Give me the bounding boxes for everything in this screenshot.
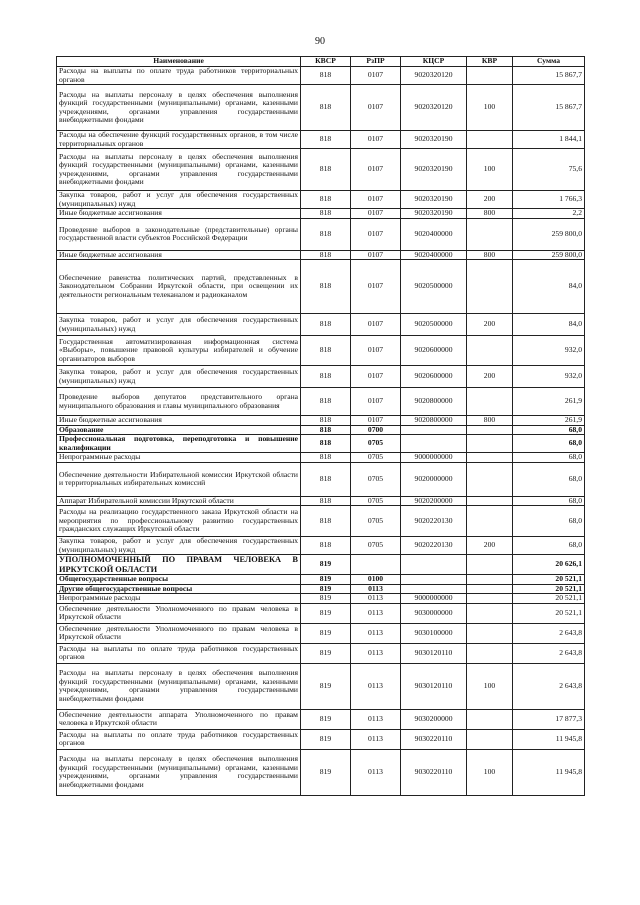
cell-kcsr: 9030220110 [401, 749, 467, 795]
cell-rzpr: 0113 [351, 584, 401, 594]
cell-kvsr: 818 [301, 67, 351, 85]
table-row [57, 209, 585, 219]
table-row [57, 260, 585, 314]
cell-rzpr: 0107 [351, 416, 401, 426]
cell-sum: 68,0 [513, 453, 585, 463]
cell-kcsr: 9030120110 [401, 643, 467, 663]
cell-kcsr: 9030120110 [401, 663, 467, 709]
cell-kvr: 100 [467, 85, 513, 131]
cell-kvsr: 818 [301, 250, 351, 260]
table-row [57, 336, 585, 366]
cell-sum: 68,0 [513, 435, 585, 453]
table-row [57, 506, 585, 537]
cell-name: Расходы на выплаты персоналу в целях обеспечения выполнения функций государственными (муниципальными) органами, казенными учреждениями, органами управления государственными внебюджетными фондами [57, 663, 301, 709]
cell-kvr [467, 388, 513, 416]
table-row [57, 314, 585, 336]
cell-kcsr: 9020320190 [401, 191, 467, 209]
cell-name: Проведение выборов депутатов представительного органа муниципального образования и главы муниципального образования [57, 388, 301, 416]
cell-rzpr: 0107 [351, 366, 401, 388]
cell-kvsr: 819 [301, 623, 351, 643]
cell-sum: 20 521,1 [513, 603, 585, 623]
table-row [57, 366, 585, 388]
cell-kcsr: 9020500000 [401, 314, 467, 336]
cell-rzpr: 0705 [351, 462, 401, 496]
cell-sum: 15 867,7 [513, 85, 585, 131]
table-row [57, 663, 585, 709]
cell-kvr [467, 709, 513, 729]
cell-sum: 259 800,0 [513, 250, 585, 260]
cell-name: Государственная автоматизированная информационная система «Выборы», повышение правовой культуры избирателей и обучение организаторов выборов [57, 336, 301, 366]
cell-sum: 84,0 [513, 314, 585, 336]
cell-sum: 2,2 [513, 209, 585, 219]
cell-sum: 68,0 [513, 506, 585, 537]
cell-name: Расходы на выплаты по оплате труда работников государственных органов [57, 643, 301, 663]
table-row [57, 603, 585, 623]
cell-sum: 20 521,1 [513, 594, 585, 604]
budget-table [56, 56, 585, 796]
cell-sum: 1 766,3 [513, 191, 585, 209]
cell-name: Иные бюджетные ассигнования [57, 209, 301, 219]
cell-name: Закупка товаров, работ и услуг для обеспечения государственных (муниципальных) нужд [57, 366, 301, 388]
cell-rzpr: 0107 [351, 250, 401, 260]
cell-kcsr: 9030200000 [401, 709, 467, 729]
cell-name: Расходы на обеспечение функций государственных органов, в том числе территориальных органов [57, 131, 301, 149]
cell-rzpr: 0107 [351, 336, 401, 366]
cell-kvsr: 818 [301, 496, 351, 506]
table-header-row [57, 57, 585, 67]
cell-kvsr: 818 [301, 537, 351, 555]
cell-name: Закупка товаров, работ и услуг для обеспечения государственных (муниципальных) нужд [57, 537, 301, 555]
table-row [57, 496, 585, 506]
table-row [57, 67, 585, 85]
cell-name: УПОЛНОМОЧЕННЫЙ ПО ПРАВАМ ЧЕЛОВЕКА В ИРКУТСКОЙ ОБЛАСТИ [57, 555, 301, 575]
col-header-name: Наименование [57, 57, 301, 67]
cell-kvsr: 819 [301, 663, 351, 709]
cell-name: Обеспечение деятельности Уполномоченного по правам человека в Иркутской области [57, 603, 301, 623]
cell-sum: 68,0 [513, 537, 585, 555]
cell-kvr: 800 [467, 209, 513, 219]
cell-kcsr [401, 435, 467, 453]
cell-kcsr: 9020400000 [401, 218, 467, 250]
cell-name: Профессиональная подготовка, переподготовка и повышение квалификации [57, 435, 301, 453]
cell-name: Аппарат Избирательной комиссии Иркутской области [57, 496, 301, 506]
cell-name: Закупка товаров, работ и услуг для обеспечения государственных (муниципальных) нужд [57, 314, 301, 336]
cell-kvr [467, 336, 513, 366]
cell-sum: 17 877,3 [513, 709, 585, 729]
cell-name: Расходы на реализацию государственного заказа Иркутской области на мероприятия по профессиональному развитию государственных гражданских служащих Иркутской области [57, 506, 301, 537]
cell-kvsr: 819 [301, 584, 351, 594]
cell-rzpr: 0113 [351, 643, 401, 663]
cell-name: Обеспечение деятельности аппарата Уполномоченного по правам человека в Иркутской области [57, 709, 301, 729]
table-row [57, 453, 585, 463]
table-row [57, 131, 585, 149]
cell-kvsr: 819 [301, 729, 351, 749]
cell-rzpr: 0705 [351, 453, 401, 463]
cell-kcsr: 9020800000 [401, 388, 467, 416]
cell-kcsr [401, 555, 467, 575]
table-row [57, 623, 585, 643]
cell-kcsr: 9030100000 [401, 623, 467, 643]
cell-kvsr: 818 [301, 366, 351, 388]
cell-sum: 68,0 [513, 462, 585, 496]
cell-kcsr [401, 425, 467, 435]
cell-kcsr: 9020200000 [401, 496, 467, 506]
cell-kvsr: 818 [301, 260, 351, 314]
table-row [57, 729, 585, 749]
cell-rzpr: 0107 [351, 218, 401, 250]
cell-rzpr: 0113 [351, 729, 401, 749]
cell-kvsr: 819 [301, 709, 351, 729]
cell-sum: 68,0 [513, 496, 585, 506]
cell-sum: 932,0 [513, 336, 585, 366]
cell-kvsr: 818 [301, 131, 351, 149]
cell-kvsr: 818 [301, 209, 351, 219]
cell-kvsr: 819 [301, 594, 351, 604]
cell-name: Расходы на выплаты по оплате труда работников территориальных органов [57, 67, 301, 85]
cell-kvsr: 818 [301, 506, 351, 537]
cell-kcsr: 9000000000 [401, 453, 467, 463]
cell-kcsr: 9020320190 [401, 149, 467, 191]
cell-kcsr: 9020320120 [401, 67, 467, 85]
cell-sum: 2 643,8 [513, 623, 585, 643]
cell-name: Расходы на выплаты персоналу в целях обеспечения выполнения функций государственными (муниципальными) органами, казенными учреждениями, органами управления государственными внебюджетными фондами [57, 749, 301, 795]
col-header-kcsr: КЦСР [401, 57, 467, 67]
cell-kcsr [401, 575, 467, 585]
cell-name: Расходы на выплаты персоналу в целях обеспечения выполнения функций государственными (муниципальными) органами, казенными учреждениями, органами управления государственными внебюджетными фондами [57, 149, 301, 191]
cell-kvsr: 819 [301, 555, 351, 575]
table-row [57, 191, 585, 209]
table-row [57, 435, 585, 453]
cell-rzpr: 0113 [351, 663, 401, 709]
cell-kvr [467, 496, 513, 506]
cell-kvsr: 818 [301, 218, 351, 250]
cell-sum: 20 521,1 [513, 575, 585, 585]
cell-kvr [467, 555, 513, 575]
cell-kcsr: 9020600000 [401, 366, 467, 388]
cell-kvsr: 819 [301, 575, 351, 585]
cell-sum: 932,0 [513, 366, 585, 388]
cell-kvr: 200 [467, 191, 513, 209]
table-row [57, 555, 585, 575]
cell-name: Образование [57, 425, 301, 435]
col-header-kvr: КВР [467, 57, 513, 67]
cell-name: Обеспечение равенства политических партий, представленных в Законодательном Собрании Иркутской области, при освещении их деятельности региональным телеканалом и радиоканалом [57, 260, 301, 314]
cell-kvr: 800 [467, 416, 513, 426]
cell-name: Иные бюджетные ассигнования [57, 416, 301, 426]
cell-name: Непрограммные расходы [57, 453, 301, 463]
table-body [57, 67, 585, 796]
cell-kvsr: 818 [301, 388, 351, 416]
cell-kvr: 800 [467, 250, 513, 260]
table-row [57, 250, 585, 260]
cell-rzpr: 0107 [351, 209, 401, 219]
cell-sum: 1 844,1 [513, 131, 585, 149]
cell-kvr [467, 584, 513, 594]
cell-name: Другие общегосударственные вопросы [57, 584, 301, 594]
cell-kvr [467, 131, 513, 149]
cell-kcsr: 9020320190 [401, 209, 467, 219]
cell-rzpr: 0107 [351, 149, 401, 191]
cell-rzpr: 0107 [351, 260, 401, 314]
cell-kvsr: 818 [301, 336, 351, 366]
cell-kvr: 100 [467, 663, 513, 709]
table-row [57, 149, 585, 191]
cell-kvr [467, 506, 513, 537]
cell-kvr [467, 643, 513, 663]
cell-rzpr: 0113 [351, 594, 401, 604]
cell-sum: 20 626,1 [513, 555, 585, 575]
cell-rzpr: 0107 [351, 85, 401, 131]
table-row [57, 85, 585, 131]
cell-name: Иные бюджетные ассигнования [57, 250, 301, 260]
table-row [57, 643, 585, 663]
cell-name: Расходы на выплаты персоналу в целях обеспечения выполнения функций государственными (муниципальными) органами, казенными учреждениями, органами управления государственными внебюджетными фондами [57, 85, 301, 131]
cell-kcsr: 9020000000 [401, 462, 467, 496]
cell-kcsr: 9020500000 [401, 260, 467, 314]
cell-sum: 11 945,8 [513, 749, 585, 795]
cell-rzpr [351, 555, 401, 575]
cell-rzpr: 0107 [351, 67, 401, 85]
cell-rzpr: 0113 [351, 749, 401, 795]
cell-kvsr: 818 [301, 85, 351, 131]
cell-kcsr: 9020220130 [401, 506, 467, 537]
cell-kcsr: 9020800000 [401, 416, 467, 426]
cell-kvsr: 819 [301, 603, 351, 623]
cell-kvsr: 818 [301, 435, 351, 453]
table-row [57, 594, 585, 604]
cell-kvr [467, 594, 513, 604]
cell-name: Непрограммные расходы [57, 594, 301, 604]
cell-kcsr: 9020600000 [401, 336, 467, 366]
cell-kvr [467, 425, 513, 435]
cell-sum: 2 643,8 [513, 663, 585, 709]
cell-kvr [467, 435, 513, 453]
table-row [57, 416, 585, 426]
cell-kcsr: 9020400000 [401, 250, 467, 260]
cell-kvr: 200 [467, 314, 513, 336]
cell-kvr [467, 623, 513, 643]
cell-kvsr: 818 [301, 453, 351, 463]
cell-kcsr: 9030220110 [401, 729, 467, 749]
cell-kvr: 100 [467, 749, 513, 795]
page-number: 90 [315, 36, 325, 47]
cell-rzpr: 0113 [351, 709, 401, 729]
cell-sum: 11 945,8 [513, 729, 585, 749]
table-row [57, 749, 585, 795]
table-row [57, 388, 585, 416]
cell-name: Проведение выборов в законодательные (представительные) органы государственной власти субъектов Российской Федерации [57, 218, 301, 250]
cell-kvr: 200 [467, 537, 513, 555]
cell-kcsr: 9030000000 [401, 603, 467, 623]
cell-sum: 84,0 [513, 260, 585, 314]
cell-kcsr: 9020320120 [401, 85, 467, 131]
col-header-rzpr: РзПР [351, 57, 401, 67]
cell-kcsr: 9020320190 [401, 131, 467, 149]
cell-kvsr: 819 [301, 643, 351, 663]
cell-kvsr: 818 [301, 462, 351, 496]
cell-kvsr: 818 [301, 416, 351, 426]
cell-kvr [467, 575, 513, 585]
cell-name: Обеспечение деятельности Избирательной комиссии Иркутской области и территориальных избирательных комиссий [57, 462, 301, 496]
table-row [57, 218, 585, 250]
cell-kvr [467, 453, 513, 463]
cell-sum: 259 800,0 [513, 218, 585, 250]
cell-rzpr: 0700 [351, 425, 401, 435]
col-header-sum: Сумма [513, 57, 585, 67]
cell-sum: 68,0 [513, 425, 585, 435]
table-row [57, 537, 585, 555]
cell-rzpr: 0107 [351, 388, 401, 416]
cell-rzpr: 0113 [351, 603, 401, 623]
col-header-kvsr: КВСР [301, 57, 351, 67]
cell-rzpr: 0100 [351, 575, 401, 585]
cell-rzpr: 0107 [351, 314, 401, 336]
cell-name: Общегосударственные вопросы [57, 575, 301, 585]
cell-name: Обеспечение деятельности Уполномоченного по правам человека в Иркутской области [57, 623, 301, 643]
cell-name: Расходы на выплаты по оплате труда работников государственных органов [57, 729, 301, 749]
cell-name: Закупка товаров, работ и услуг для обеспечения государственных (муниципальных) нужд [57, 191, 301, 209]
cell-kvsr: 819 [301, 749, 351, 795]
cell-kvr [467, 67, 513, 85]
table-row [57, 462, 585, 496]
cell-kvsr: 818 [301, 191, 351, 209]
cell-rzpr: 0705 [351, 496, 401, 506]
cell-kvsr: 818 [301, 149, 351, 191]
cell-kvr [467, 603, 513, 623]
cell-rzpr: 0107 [351, 191, 401, 209]
cell-sum: 261,9 [513, 416, 585, 426]
cell-rzpr: 0705 [351, 435, 401, 453]
cell-kvsr: 818 [301, 425, 351, 435]
table-row [57, 575, 585, 585]
cell-kvr [467, 218, 513, 250]
cell-kvr: 200 [467, 366, 513, 388]
cell-sum: 2 643,8 [513, 643, 585, 663]
cell-kcsr: 9000000000 [401, 594, 467, 604]
cell-kvsr: 818 [301, 314, 351, 336]
cell-rzpr: 0113 [351, 623, 401, 643]
cell-rzpr: 0107 [351, 131, 401, 149]
cell-sum: 261,9 [513, 388, 585, 416]
cell-kvr [467, 729, 513, 749]
cell-rzpr: 0705 [351, 506, 401, 537]
cell-kvr: 100 [467, 149, 513, 191]
cell-rzpr: 0705 [351, 537, 401, 555]
cell-kvr [467, 260, 513, 314]
cell-sum: 15 867,7 [513, 67, 585, 85]
cell-kvr [467, 462, 513, 496]
cell-sum: 75,6 [513, 149, 585, 191]
cell-sum: 20 521,1 [513, 584, 585, 594]
table-row [57, 709, 585, 729]
cell-kcsr: 9020220130 [401, 537, 467, 555]
